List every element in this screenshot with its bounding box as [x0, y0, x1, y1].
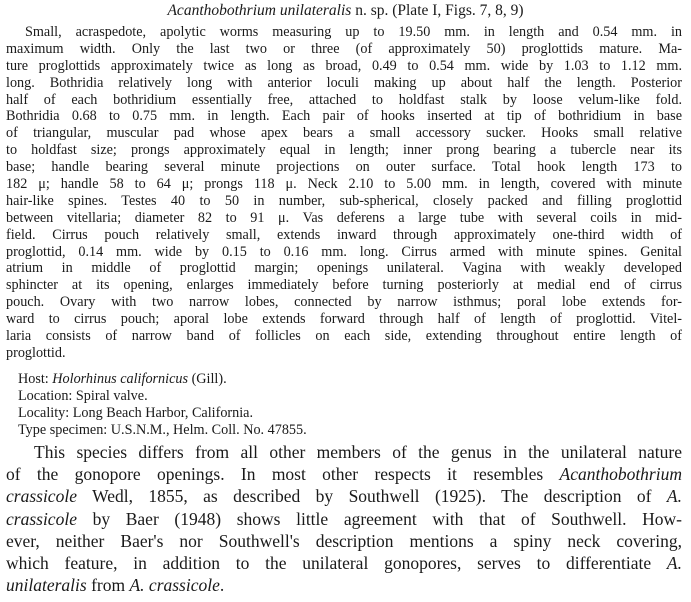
description-line: Bothridia 0.68 to 0.75 mm. in length. Each pair of hooks inserted at tip of bothridium in base — [6, 108, 682, 125]
description-line: to holdfast size; prongs approximately equal in length; inner prong bearing a tubercle near its — [6, 142, 682, 159]
description-line: Small, acraspedote, apolytic worms measuring up to 19.50 mm. in length and 0.54 mm. in — [25, 24, 682, 40]
description-line: atrium in middle of proglottid margin; openings unilateral. Vagina with weakly developed — [6, 260, 682, 277]
remarks-line: This species differs from all other members of the genus in the unilateral nature — [34, 442, 682, 462]
description-line: base; handle bearing several minute projections on outer surface. Total hook length 173 to — [6, 159, 682, 176]
description-line: maximum width. Only the last two or three (of approximately 50) proglottids mature. Ma- — [6, 40, 682, 57]
locality-entry: Locality: Long Beach Harbor, California. — [18, 405, 254, 421]
host-name: Holorhinus californicus — [52, 371, 189, 387]
description-line: between vitellaria; diameter 82 to 91 μ. Vas deferens a large tube with several coils in mid- — [6, 209, 682, 226]
remarks-line: crassicole by Baer (1948) shows little agreement with that of Southwell. How- — [6, 508, 682, 529]
species-epithet: crassicole — [6, 486, 77, 507]
description-line: of triangular, muscular pad whose apex bears a small accessory sucker. Hooks small relative — [6, 125, 682, 142]
genus-abbrev: A. — [666, 486, 682, 507]
host-author: (Gill). — [188, 371, 227, 387]
description-line: pouch. Ovary with two narrow lobes, connected by narrow isthmus; poral lobe extends for- — [6, 294, 682, 311]
description-line: 182 μ; handle 58 to 64 μ; prongs 118 μ. Neck 2.10 to 5.00 mm. in length, covered with minute — [6, 176, 682, 193]
description-line: proglottid, 0.14 mm. wide by 0.15 to 0.16 mm. long. Cirrus armed with minute spines. Genital — [6, 243, 682, 260]
host-label: Host: — [18, 371, 53, 387]
species-name: Acanthobothrium unilateralis — [167, 2, 352, 19]
description-line: laria consists of narrow band of follicles on each side, extending throughout entire length of — [6, 328, 682, 345]
remarks-line: of the gonopore openings. In most other respects it resembles Acanthobothrium — [6, 464, 682, 485]
remarks-line: which feature, in addition to the unilateral gonopores, serves to differentiate A. — [6, 552, 682, 573]
host-entry — [18, 371, 307, 388]
description-line: sphincter at its opening, enlarges immediately before turning posteriorly at medial end of cirrus — [6, 277, 682, 294]
specimen-metadata — [18, 371, 307, 439]
species-epithet: crassicole — [6, 508, 77, 529]
species-epithet: unilateralis — [6, 575, 87, 596]
species-description — [6, 24, 682, 362]
type-specimen-entry: Type specimen: U.S.N.M., Helm. Coll. No. 47855. — [18, 422, 307, 438]
remarks-line: ever, neither Baer's nor Southwell's description mentions a spiny neck covering, — [6, 530, 682, 551]
species-binomial: A. crassicole — [129, 575, 220, 596]
remarks-line: crassicole Wedl, 1855, as described by Southwell (1925). The description of A. — [6, 486, 682, 507]
description-line: proglottid. — [6, 344, 66, 361]
description-line: hair-like spines. Testes 40 to 50 in number, sub-spherical, closely packed and filling proglottid — [6, 192, 682, 209]
remarks-line: unilateralis from A. crassicole. — [6, 575, 225, 596]
genus-abbrev: A. — [666, 552, 682, 573]
description-line: field. Cirrus pouch relatively small, extends inward through approximately one-third width of — [6, 226, 682, 243]
species-heading — [0, 1, 691, 21]
description-line: long. Bothridia relatively long with anterior loculi making up about half the length. Posterior — [6, 74, 682, 91]
genus-name: Acanthobothrium — [559, 464, 682, 485]
description-line: ward to cirrus pouch; aporal lobe extends forward through half of length of proglottid. Vitel- — [6, 311, 682, 328]
remarks-paragraph — [6, 441, 682, 596]
location-entry: Location: Spiral valve. — [18, 388, 148, 404]
heading-plate-reference: n. sp. (Plate I, Figs. 7, 8, 9) — [351, 2, 524, 19]
description-line: half of each bothridium essentially free, attached to holdfast stalk by loose velum-like fold. — [6, 91, 682, 108]
description-line: ture proglottids approximately twice as long as broad, 0.49 to 0.54 mm. wide by 1.03 to 1.12 mm. — [6, 57, 682, 74]
